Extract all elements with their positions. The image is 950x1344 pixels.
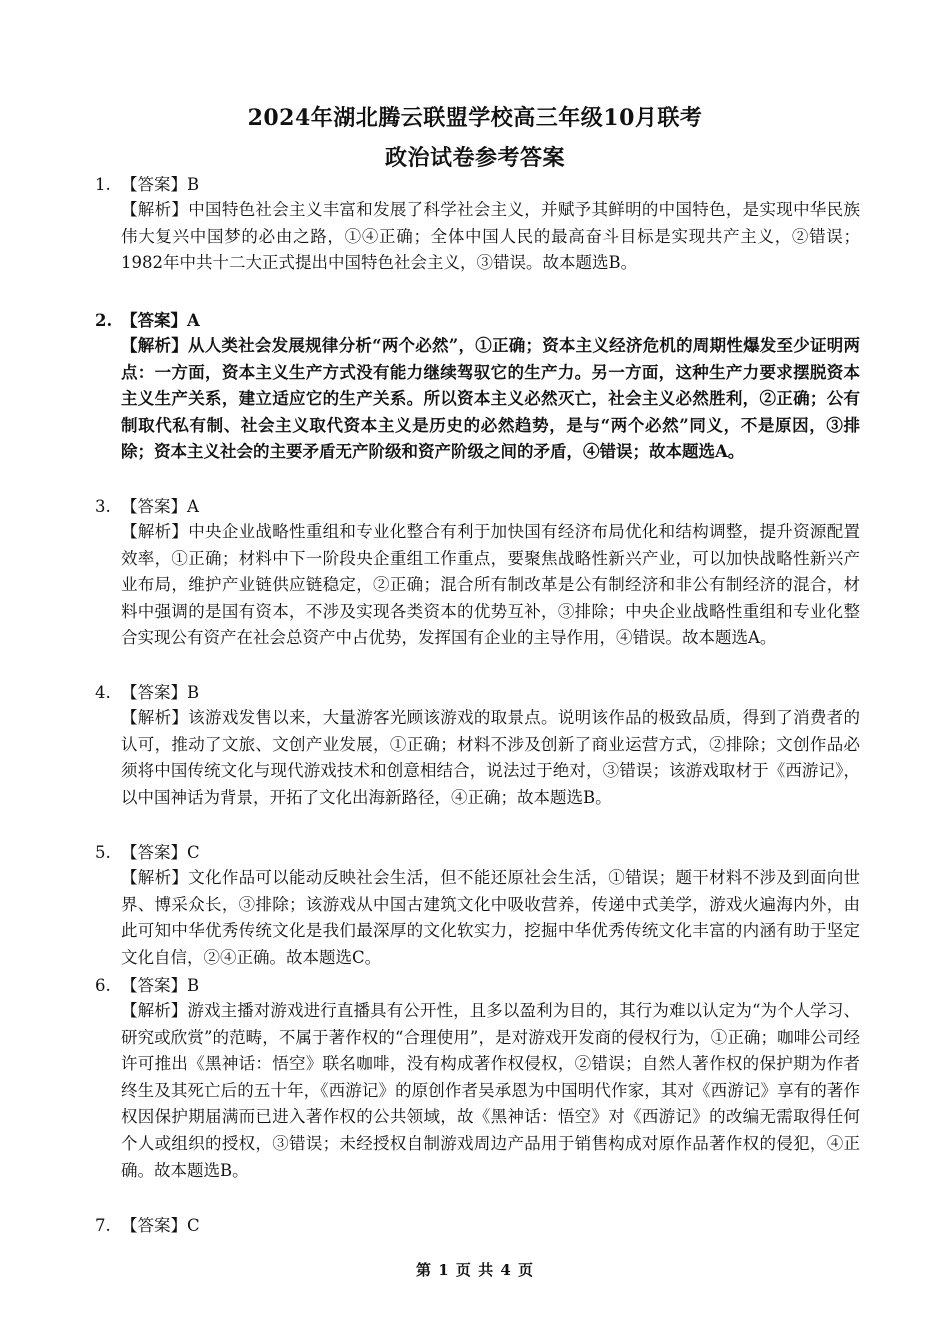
answer-label: 【答案】B <box>121 683 200 702</box>
question-2 <box>95 308 860 466</box>
question-number: 3. <box>95 497 111 516</box>
page-number: 第 1 页 共 4 页 <box>416 1261 534 1279</box>
question-1 <box>95 172 860 277</box>
answer-label: 【答案】C <box>121 843 200 862</box>
question-number: 4. <box>95 683 111 702</box>
explanation-text: 【解析】从人类社会发展规律分析“两个必然”，①正确；资本主义经济危机的周期性爆发至少证明两点：一方面，资本主义生产方式没有能力继续驾驭它的生产力。另一方面，这种生产力要求摆脱资本主义生产关系，建立适应它的生产关系。所以资本主义必然灭亡，社会主义必然胜利，②正确；公有制取代私有制、社会主义取代资本主义是历史的必然趋势，是与“两个必然”同义，不是原因，③排除；资本主义社会的主要矛盾无产阶级和资产阶级之间的矛盾，④错误；故本题选A。 <box>121 336 860 462</box>
explanation-text: 【解析】该游戏发售以来，大量游客光顾该游戏的取景点。说明该作品的极致品质，得到了消费者的认可，推动了文旅、文创产业发展，①正确；材料不涉及创新了商业运营方式，②排除；文创作品必须将中国传统文化与现代游戏技术和创意相结合，说法过于绝对，③错误；该游戏取材于《西游记》，以中国神话为背景，开拓了文化出海新路径，④正确；故本题选B。 <box>121 708 860 807</box>
explanation-text: 【解析】游戏主播对游戏进行直播具有公开性，且多以盈利为目的，其行为难以认定为“为个人学习、研究或欣赏”的范畴，不属于著作权的“合理使用”，是对游戏开发商的侵权行为，①正确；咖啡公司经许可推出《黑神话：悟空》联名咖啡，没有构成著作权侵权，②错误；自然人著作权的保护期为作者终生及其死亡后的五十年，《西游记》的原创作者吴承恩为中国明代作家，其对《西游记》享有的著作权因保护期届满而已进入著作权的公共领域，故《黑神话：悟空》对《西游记》的改编无需取得任何个人或组织的授权，③错误；未经授权自制游戏周边产品用于销售构成对原作品著作权的侵犯，④正确。故本题选B。 <box>121 1001 860 1180</box>
document-subtitle: 政治试卷参考答案 <box>384 145 565 171</box>
document-title: 2024年湖北腾云联盟学校高三年级10月联考 <box>247 105 703 131</box>
question-3 <box>95 494 860 652</box>
explanation-text: 【解析】中国特色社会主义丰富和发展了科学社会主义，并赋予其鲜明的中国特色，是实现中华民族伟大复兴中国梦的必由之路，①④正确；全体中国人民的最高奋斗目标是实现共产主义，②错误；1982年中共十二大正式提出中国特色社会主义，③错误。故本题选B。 <box>121 200 860 273</box>
question-number: 7. <box>95 1216 111 1235</box>
question-6 <box>95 973 860 1184</box>
question-7 <box>95 1213 860 1238</box>
question-number: 6. <box>95 976 111 995</box>
question-5 <box>95 840 860 971</box>
answer-label: 【答案】B <box>121 175 200 194</box>
explanation-text: 【解析】中央企业战略性重组和专业化整合有利于加快国有经济布局优化和结构调整，提升资源配置效率，①正确；材料中下一阶段央企重组工作重点，要聚焦战略性新兴产业，可以加快战略性新兴产业布局，维护产业链供应链稳定，②正确；混合所有制改革是公有制经济和非公有制经济的混合，材料中强调的是国有资本，不涉及实现各类资本的优势互补，③排除；中央企业战略性重组和专业化整合实现公有资产在社会总资产中占优势，发挥国有企业的主导作用，④错误。故本题选A。 <box>121 522 860 648</box>
answer-label: 【答案】A <box>121 497 199 516</box>
question-number: 5. <box>95 843 111 862</box>
answer-label: 【答案】A <box>121 311 200 330</box>
question-4 <box>95 680 860 811</box>
answer-label: 【答案】C <box>121 1216 200 1235</box>
question-number: 2. <box>95 311 113 330</box>
question-number: 1. <box>95 175 111 194</box>
explanation-text: 【解析】文化作品可以能动反映社会生活，但不能还原社会生活，①错误；题干材料不涉及到面向世界、博采众长，③排除；该游戏从中国古建筑文化中吸收营养，传递中式美学，游戏火遍海内外，由此可知中华优秀传统文化是我们最深厚的文化软实力，挖掘中华优秀传统文化丰富的内涵有助于坚定文化自信，②④正确。故本题选C。 <box>121 868 860 967</box>
answer-label: 【答案】B <box>121 976 200 995</box>
